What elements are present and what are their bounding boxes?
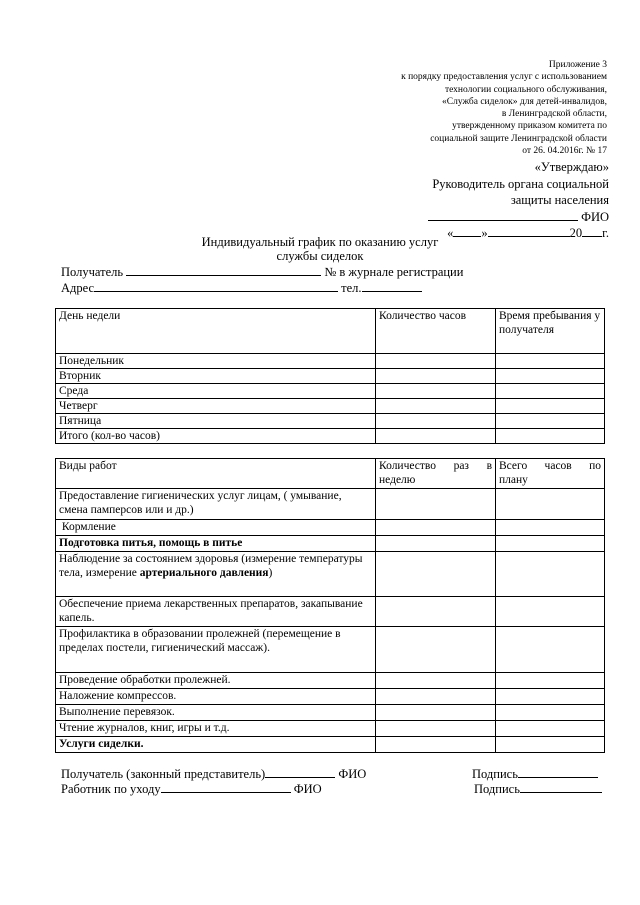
work-cell: Профилактика в образовании пролежней (перемещение в пределах постели, гигиенический массаж). [56,627,376,673]
journal-number-label: № в журнале регистрации [324,265,464,279]
times-cell[interactable] [376,489,496,520]
table-row [56,354,605,369]
times-cell[interactable] [376,627,496,673]
table-row [56,597,605,627]
day-cell: Среда [56,384,376,399]
recipient-representative-blank[interactable] [265,766,335,778]
plan-cell[interactable] [496,627,605,673]
table-header-row [56,459,605,489]
title-line-2: службы сиделок [276,249,364,263]
approver-signature-blank[interactable] [428,209,578,221]
table-row [56,520,605,536]
stay-cell[interactable] [496,384,605,399]
plan-cell[interactable] [496,597,605,627]
recipient-representative-label: Получатель (законный представитель) [61,767,266,781]
times-cell[interactable] [376,673,496,689]
work-types-table [55,458,605,753]
plan-cell[interactable] [496,737,605,753]
approval-block [428,159,609,242]
work-cell: Предоставление гигиенических услуг лицам, ( умывание, смена памперсов или и др.) [56,489,376,520]
appendix-line: социальной защите Ленинградской области [430,133,607,144]
worker-signature-row [61,781,322,797]
hours-cell[interactable] [376,414,496,429]
work-cell: Выполнение перевязок. [56,705,376,721]
table-row [56,705,605,721]
hours-cell[interactable] [376,369,496,384]
table-row [56,627,605,673]
weekly-schedule-table [55,308,605,444]
appendix-line: в Ленинградской области, [501,109,607,120]
appendix-block [401,59,607,157]
work-cell: Подготовка питья, помощь в питье [56,536,376,552]
plan-cell[interactable] [496,552,605,597]
phone-label: тел. [341,281,362,295]
approve-label: «Утверждаю» [534,160,609,174]
table-row [56,429,605,444]
recipient-label: Получатель [61,265,124,279]
day-cell: Пятница [56,414,376,429]
table-row [56,399,605,414]
header-times-per-week: Количество раз в неделю [376,459,496,489]
approval-date-line: « » 20 г. [447,226,609,240]
table-row [56,737,605,753]
work-cell: Наложение компрессов. [56,689,376,705]
times-cell[interactable] [376,597,496,627]
worker-name-blank[interactable] [161,781,291,793]
address-blank[interactable] [94,280,338,292]
work-cell: Чтение журналов, книг, игры и т.д. [56,721,376,737]
position-line-2: защиты населения [510,193,609,207]
appendix-line: Приложение 3 [548,60,607,70]
plan-cell[interactable] [496,689,605,705]
work-cell: Обеспечение приема лекарственных препаратов, закапывание капель. [56,597,376,627]
recipient-row [61,264,463,280]
signature-label: Подпись [474,782,520,796]
appendix-line: утвержденному приказом комитета по [452,121,607,132]
document-title [0,235,640,263]
work-cell: Кормление [56,520,376,536]
day-cell: Понедельник [56,354,376,369]
stay-cell[interactable] [496,369,605,384]
header-day: День недели [56,309,376,354]
table-row [56,384,605,399]
table-row [56,414,605,429]
times-cell[interactable] [376,520,496,536]
header-hours: Количество часов [376,309,496,354]
plan-cell[interactable] [496,673,605,689]
address-row [61,280,422,296]
worker-sign-blank[interactable] [520,781,602,793]
approver-fio-line [428,209,609,226]
plan-cell[interactable] [496,520,605,536]
hours-cell[interactable] [376,384,496,399]
stay-cell[interactable] [496,429,605,444]
work-cell: Услуги сиделки. [56,737,376,753]
hours-cell[interactable] [376,429,496,444]
times-cell[interactable] [376,705,496,721]
plan-cell[interactable] [496,721,605,737]
plan-cell[interactable] [496,536,605,552]
work-cell: Проведение обработки пролежней. [56,673,376,689]
table-row [56,673,605,689]
header-work-type: Виды работ [56,459,376,489]
table-row [56,689,605,705]
position-line-1: Руководитель органа социальной [432,176,609,191]
phone-blank[interactable] [362,280,422,292]
table-row [56,369,605,384]
recipient-sign-field [472,766,598,782]
table-row [56,721,605,737]
times-cell[interactable] [376,737,496,753]
stay-cell[interactable] [496,414,605,429]
times-cell[interactable] [376,552,496,597]
worker-sign-field [474,781,602,797]
table-row [56,552,605,597]
table-row [56,536,605,552]
recipient-sign-blank[interactable] [518,766,598,778]
appendix-line: «Служба сиделок» для детей-инвалидов, [442,96,607,107]
recipient-name-blank[interactable] [126,264,321,276]
appendix-line: к порядку предоставления услуг с использованием [401,72,607,83]
total-cell: Итого (кол-во часов) [56,429,376,444]
plan-cell[interactable] [496,489,605,520]
stay-cell[interactable] [496,399,605,414]
approver-fio-label: ФИО [581,209,609,224]
times-cell[interactable] [376,536,496,552]
times-cell[interactable] [376,689,496,705]
title-line-1: Индивидуальный график по оказанию услуг [201,235,439,249]
appendix-line: технологии социального обслуживания, [444,84,607,95]
times-cell[interactable] [376,721,496,737]
work-cell: Наблюдение за состоянием здоровья (измерение температуры тела, измерение артериального давления) [56,552,376,597]
hours-cell[interactable] [376,354,496,369]
fio-label: ФИО [338,767,367,781]
signature-label: Подпись [472,767,518,781]
recipient-signature-row [61,766,366,782]
hours-cell[interactable] [376,399,496,414]
fio-label: ФИО [293,782,322,796]
appendix-line: от 26. 04.2016г. № 17 [522,146,607,157]
day-cell: Вторник [56,369,376,384]
worker-label: Работник по уходу [61,782,161,796]
table-header-row [56,309,605,354]
address-label: Адрес [61,281,95,295]
day-cell: Четверг [56,399,376,414]
stay-cell[interactable] [496,354,605,369]
header-stay-time: Время пребывания у получателя [496,309,605,354]
plan-cell[interactable] [496,705,605,721]
table-row [56,489,605,520]
header-total-hours: Всего часов по плану [496,459,605,489]
